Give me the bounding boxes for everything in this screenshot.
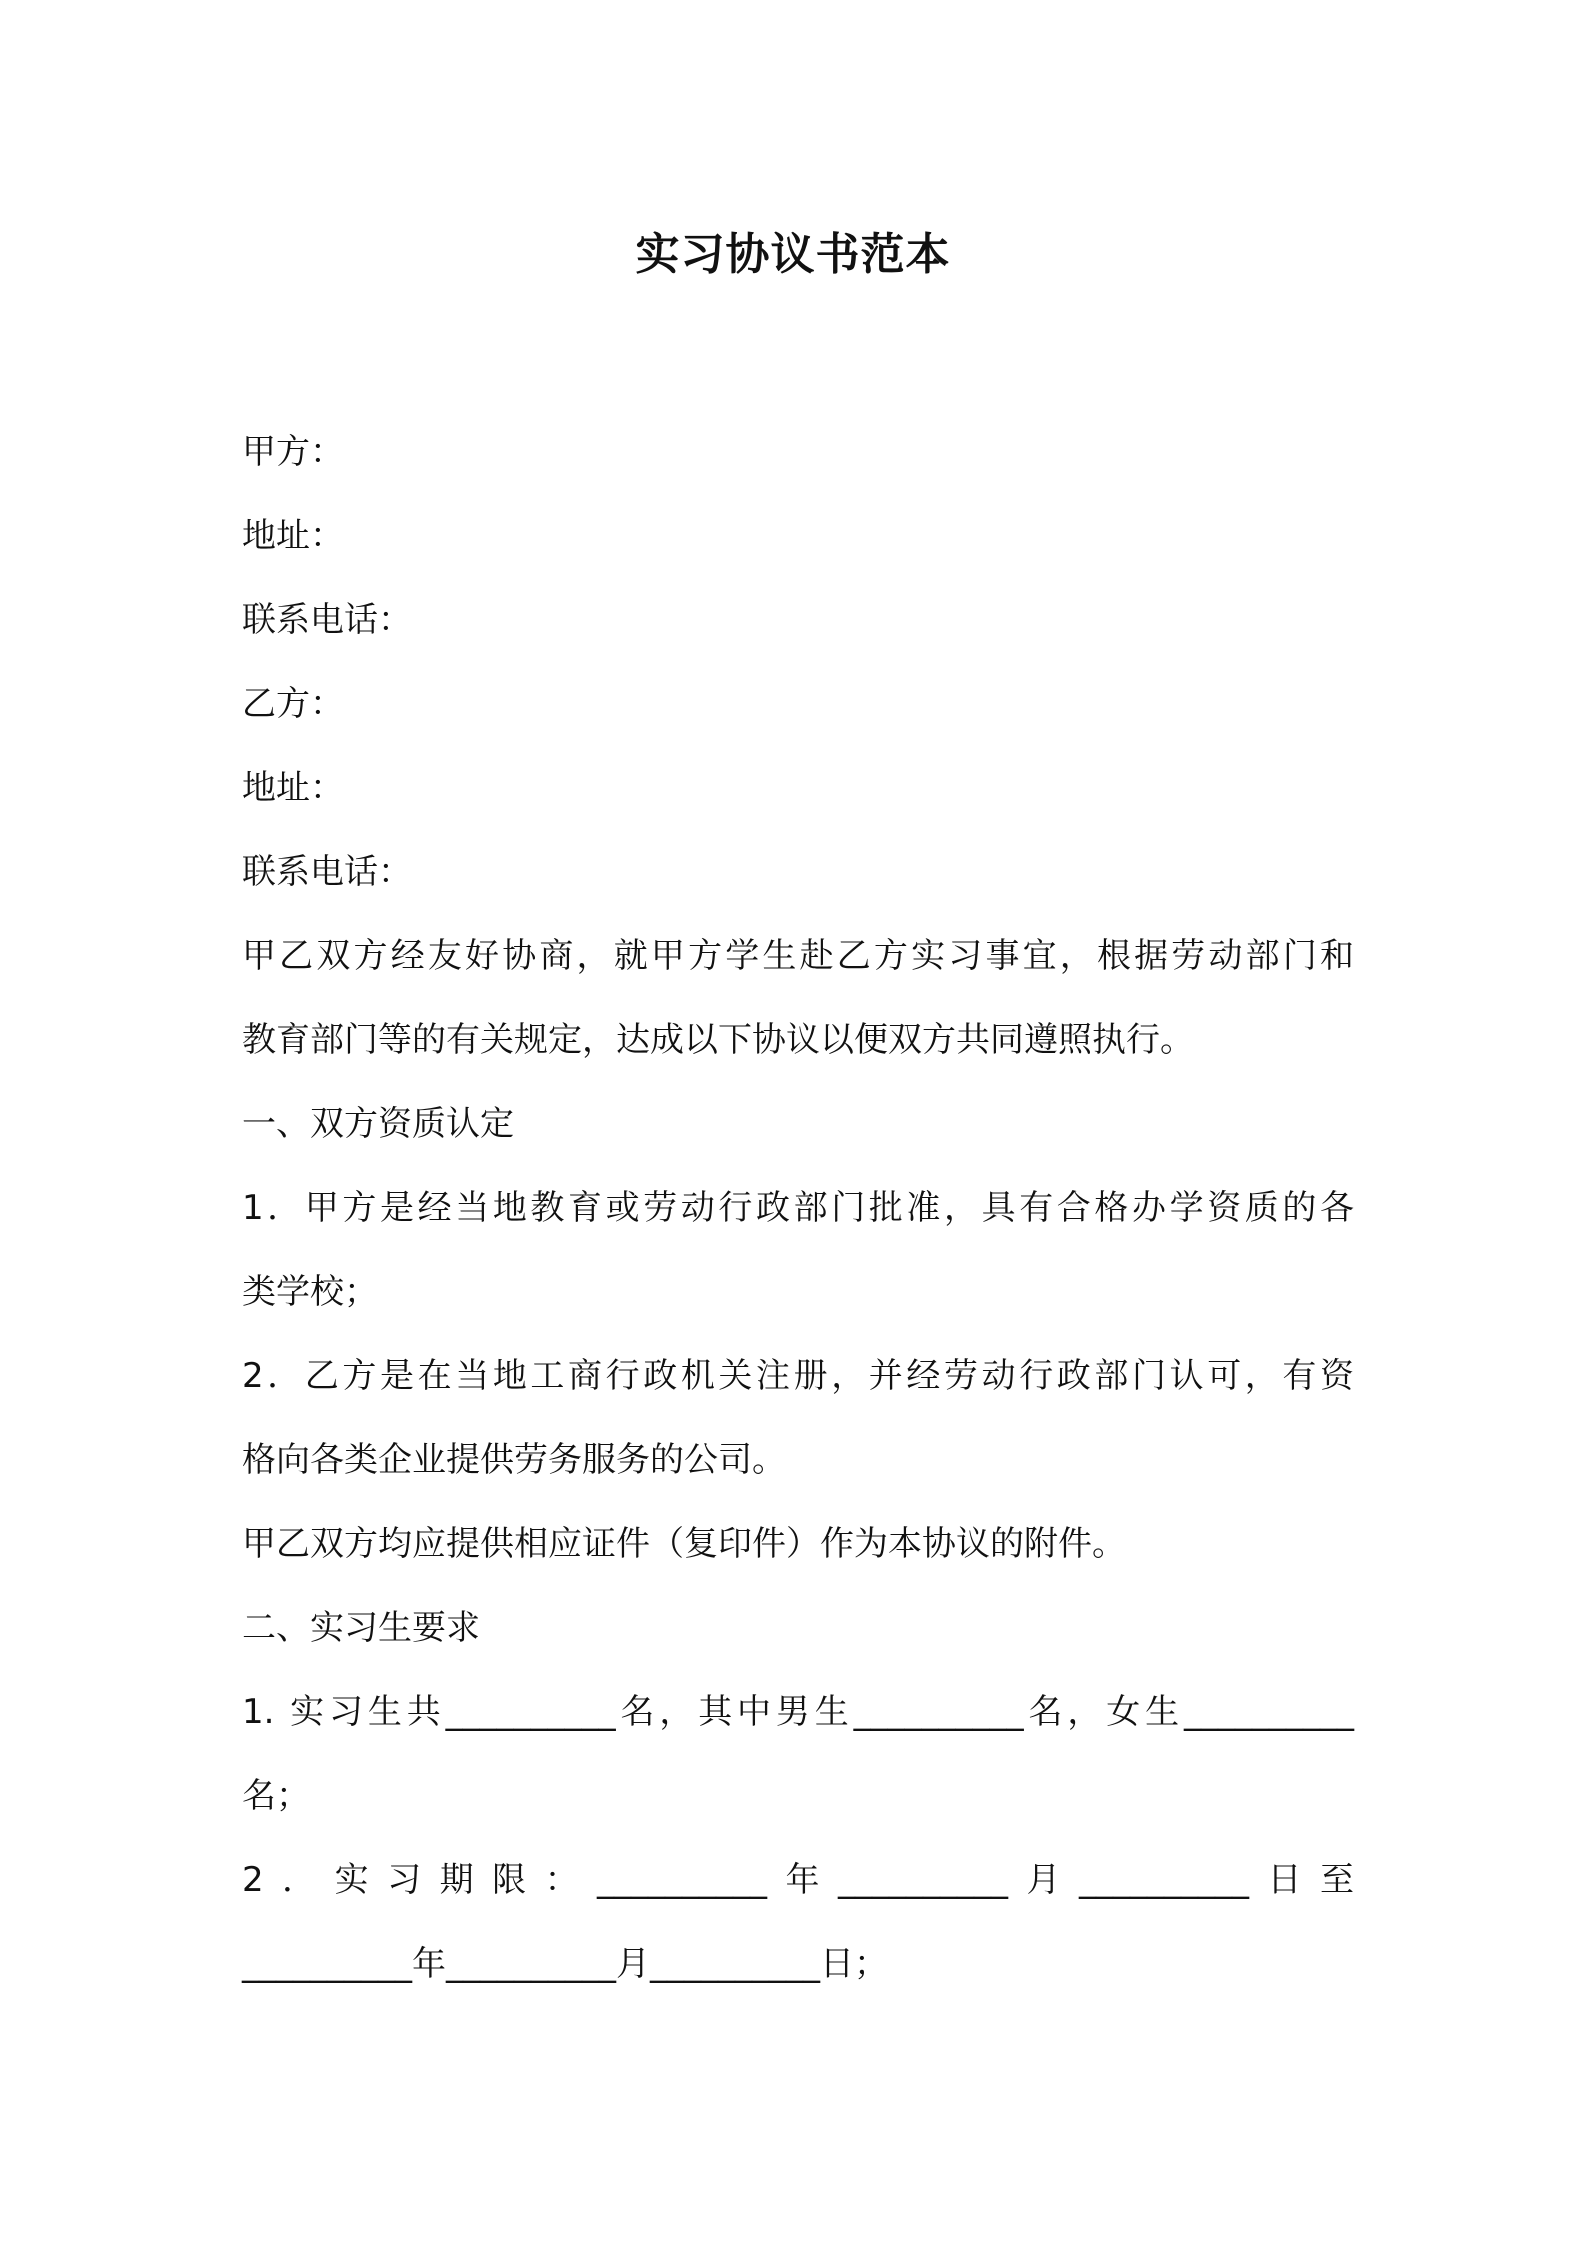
document-title: 实习协议书范本 [635,229,951,280]
section-1-item-2-line-1: 2．乙方是在当地工商行政机关注册，并经劳动行政部门认可，有资 [242,1356,1354,1396]
document-body [242,410,1354,2006]
section-2-item-2-line-2: __________年__________月__________日； [242,1944,888,1984]
section-2-item-2-line-1: 2．实习期限：__________年__________月__________日至 [242,1860,1354,1900]
section-1-item-1-line-1: 1．甲方是经当地教育或劳动行政部门批准，具有合格办学资质的各 [242,1188,1354,1228]
section-2-item-1-line-2: 名； [242,1776,310,1816]
section-2-item-1-line-1: 1. 实习生共__________名，其中男生__________名，女生__________ [242,1692,1354,1732]
party-a-label: 甲方： [242,432,344,472]
party-a-address-label: 地址： [242,516,344,556]
section-1-attachment-note: 甲乙双方均应提供相应证件（复印件）作为本协议的附件。 [242,1524,1126,1564]
intro-paragraph-line-2: 教育部门等的有关规定，达成以下协议以便双方共同遵照执行。 [242,1020,1194,1060]
section-2-heading: 二、实习生要求 [242,1608,480,1648]
section-1-item-2-line-2: 格向各类企业提供劳务服务的公司。 [242,1440,786,1480]
party-b-label: 乙方： [242,684,344,724]
party-b-phone-label: 联系电话： [242,852,412,892]
section-1-heading: 一、双方资质认定 [242,1104,514,1144]
party-b-address-label: 地址： [242,768,344,808]
party-a-phone-label: 联系电话： [242,600,412,640]
intro-paragraph-line-1: 甲乙双方经友好协商，就甲方学生赴乙方实习事宜，根据劳动部门和 [242,936,1354,976]
section-1-item-1-line-2: 类学校； [242,1272,378,1312]
